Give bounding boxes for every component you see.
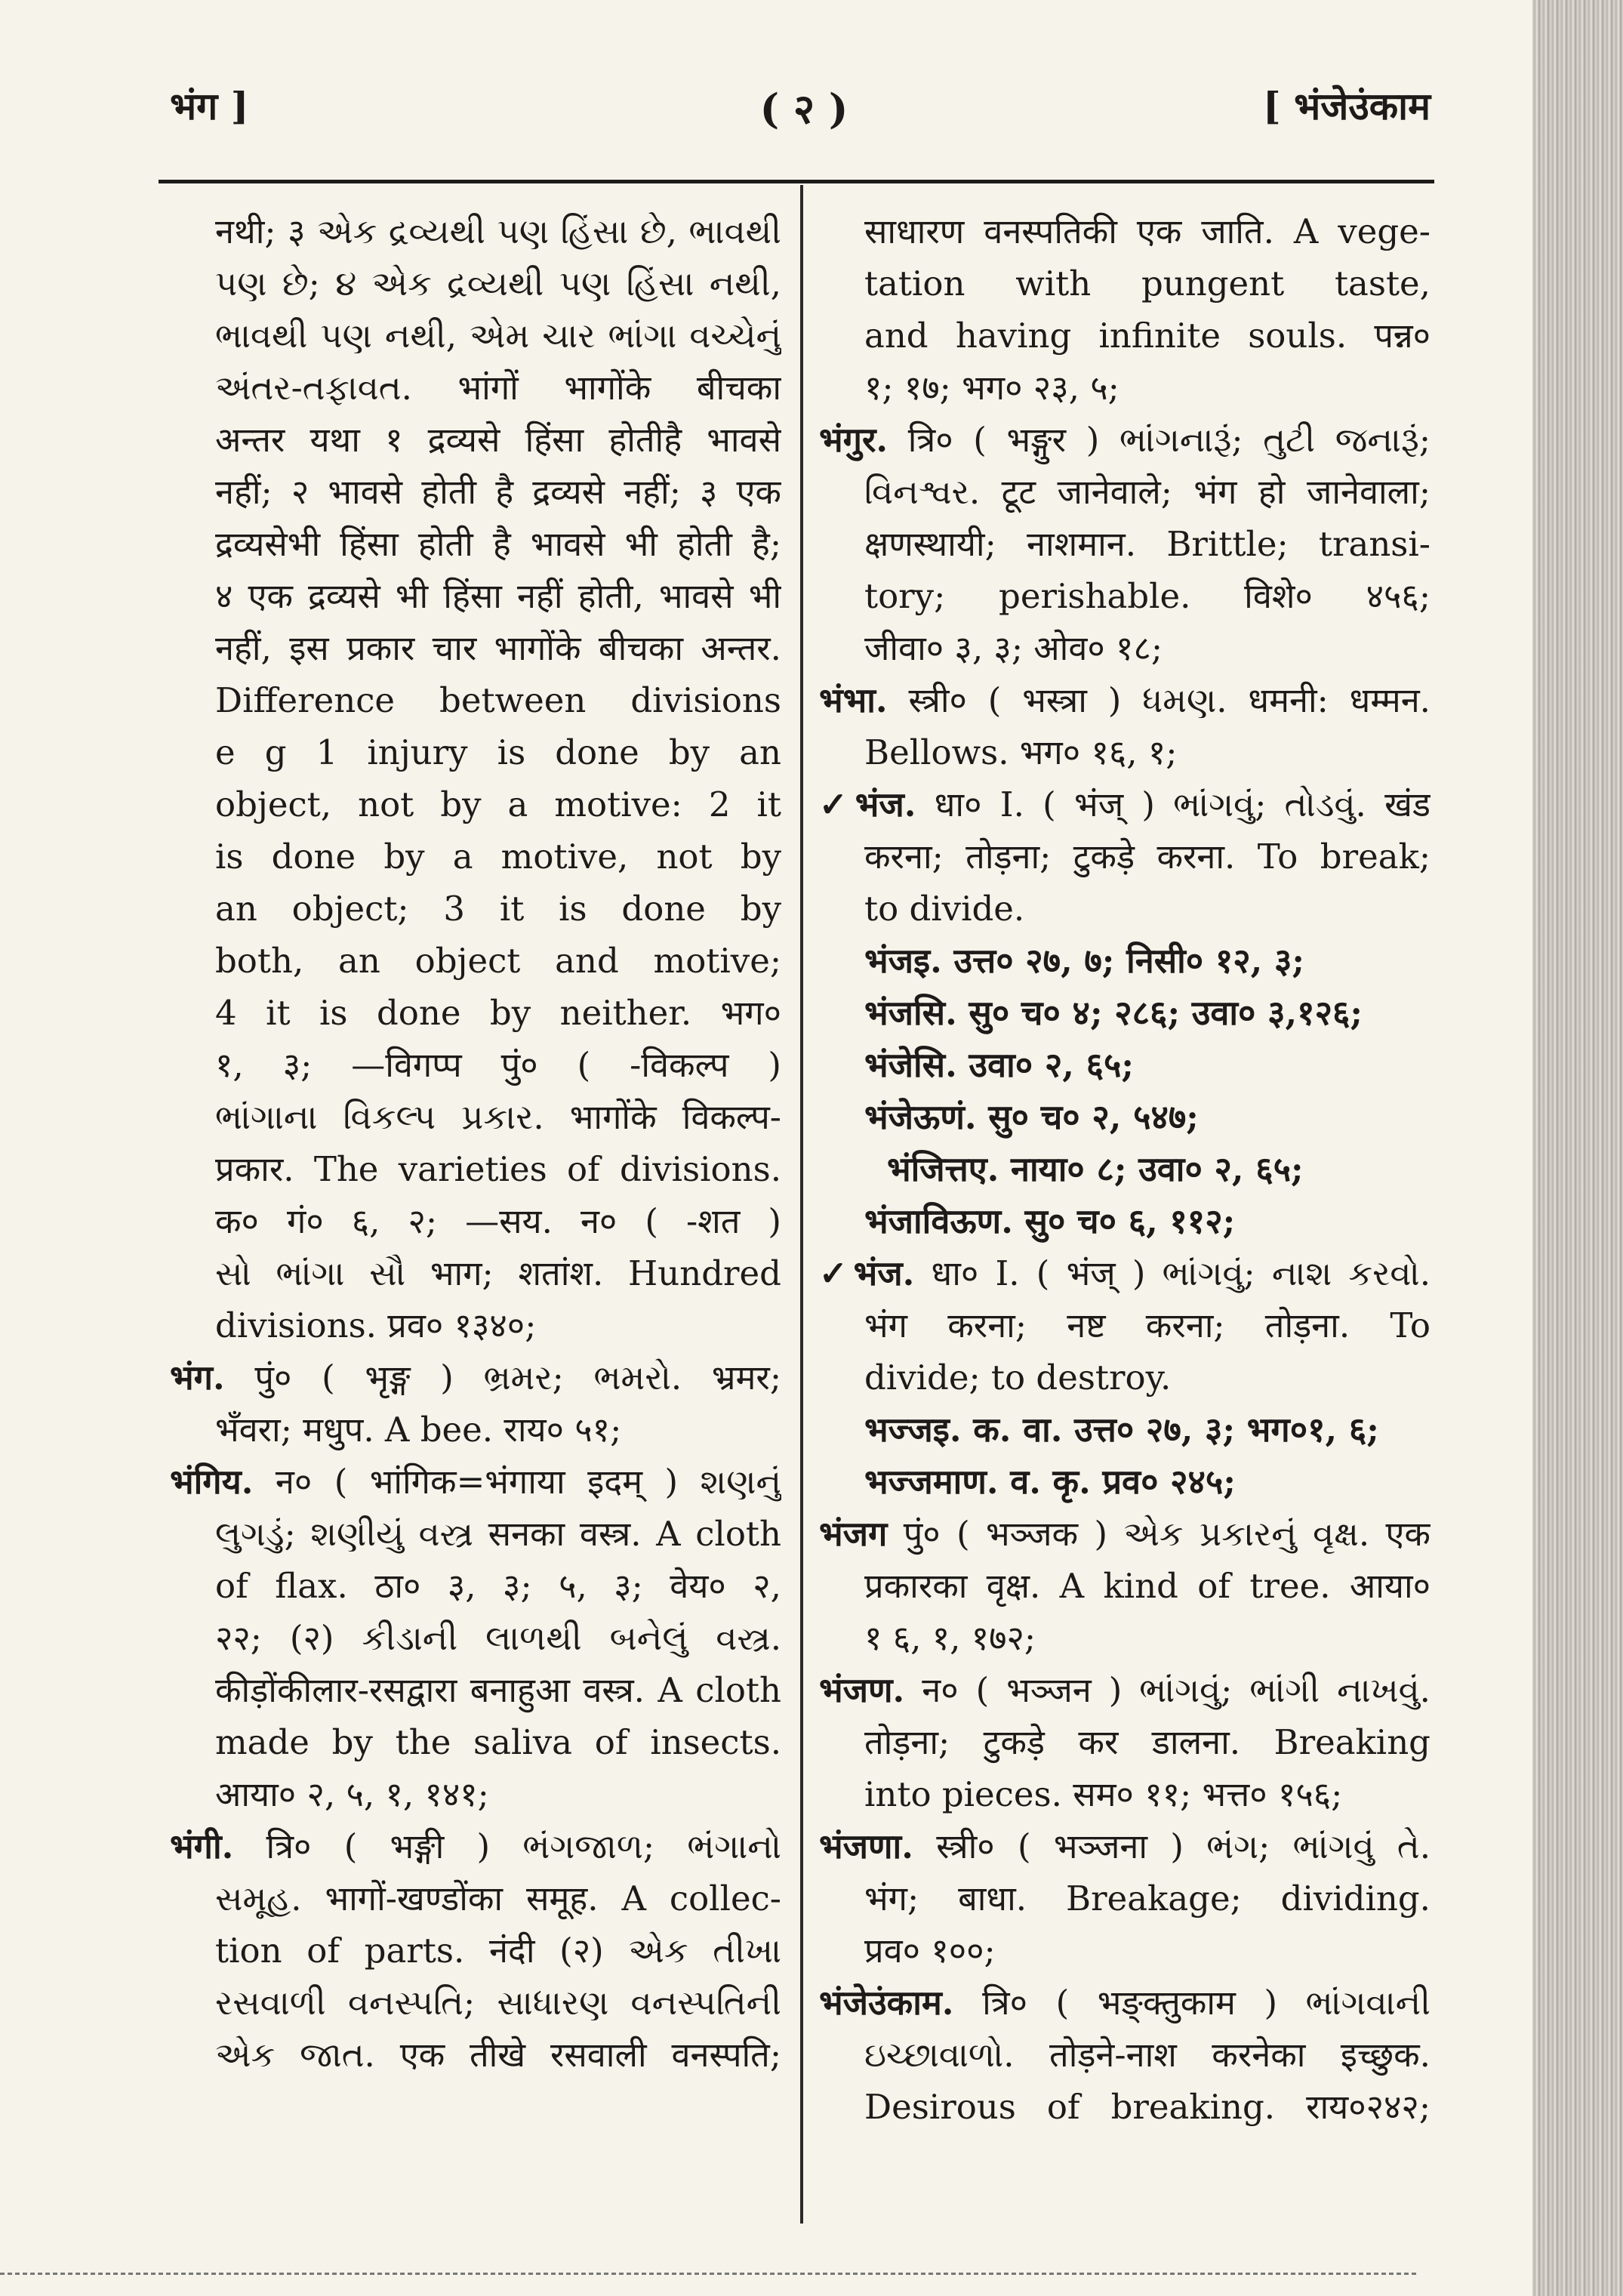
text-line: भंजेसि. उवा० २, ६५;	[864, 1045, 1134, 1085]
text-line: प्रकार. The varieties of divisions.	[215, 1149, 781, 1189]
text-line: भज्जमाण. व. कृ. प्रव० २४५;	[864, 1462, 1236, 1502]
text-line: સો ભાંગા સૌ भाग; शतांश. Hundred	[215, 1253, 781, 1293]
text-line: both, an object and motive;	[215, 941, 781, 981]
entry-headword-line: भंभा. स्त्री० ( भस्त्रा ) ધમણ. धमनी: धम्मन.	[819, 680, 1431, 720]
text-line: भज्जइ. क. वा. उत्त० २७, ३; भग०१, ६;	[864, 1410, 1379, 1450]
text-line: भंजइ. उत्त० २७, ७; निसी० १२, ३;	[864, 941, 1305, 981]
text-line: પણ છે; ૪ એક દ્રવ્યથી પણ હિંસા નથી,	[215, 264, 781, 304]
footer-rule	[0, 2273, 1419, 2275]
text-line: क० गं० ६, २; —सय. न० ( -शत )	[215, 1201, 781, 1241]
entry-headword-line: भंजेउंकाम. त्रि० ( भङ्क्तुकाम ) ભાંગવાની	[819, 1983, 1431, 2023]
column-divider	[800, 185, 803, 2224]
text-line: करना; तोड़ना; टुकड़े करना. To break;	[864, 837, 1431, 877]
text-line: to divide.	[864, 889, 1025, 929]
page-header	[170, 79, 1431, 140]
text-line: Desirous of breaking. राय०२४२;	[864, 2087, 1431, 2127]
text-line: ४ एक द्रव्यसे भी हिंसा नहीं होती, भावसे भी	[215, 576, 781, 616]
text-line: અંતર-તફાવત. भांगों भागोंके बीचका	[215, 368, 781, 408]
page-number: ( २ )	[759, 85, 848, 133]
header-rule	[159, 180, 1434, 183]
entry-headword-line: भंगिय. न० ( भांगिक=भंगाया इदम् ) શણનું	[170, 1462, 781, 1502]
text-line: अन्तर यथा १ द्रव्यसे हिंसा होतीहै भावसे	[215, 420, 781, 460]
text-line: १, ३; —विगप्प पुं० ( -विकल्प )	[215, 1045, 781, 1085]
headword: ✓भंज.	[819, 784, 916, 824]
text-line: e g 1 injury is done by an	[215, 732, 781, 772]
text-line: Bellows. भग० १६, १;	[864, 732, 1178, 772]
text-line: भँवरा; मधुप. A bee. राय० ५१;	[215, 1410, 622, 1450]
text-line: Difference between divisions	[215, 680, 781, 720]
text-line: भंग; बाधा. Breakage; dividing.	[864, 1878, 1431, 1918]
text-line: जीवा० ३, ३; ओव० १८;	[864, 628, 1163, 668]
entry-headword-line: भंजणा. स्त्री० ( भञ्जना ) ભંગ; ભાંગવું તે.	[819, 1826, 1431, 1866]
left-column	[170, 205, 781, 2081]
text-line: प्रव० १००;	[864, 1931, 996, 1971]
text-line: is done by a motive, not by	[215, 837, 781, 877]
text-line: ભાવથી પણ નથી, એમ ચાર ભાંગા વચ્ચેનું	[215, 316, 781, 356]
text-line: भंजेऊणं. सु० च० २, ५४७;	[864, 1097, 1199, 1137]
text-line: क्षणस्थायी; नाशमान. Brittle; transi-	[864, 524, 1431, 564]
headword: भंगुर.	[819, 420, 888, 460]
headword: भंभा.	[819, 680, 888, 720]
text-line: divisions. प्रव० १३४०;	[215, 1305, 537, 1345]
entry-headword-line: भंगुर. त्रि० ( भङ्गुर ) ભાંગનારૂં; તુટી જનારૂં;	[819, 420, 1431, 460]
text-line: એક જાત. एक तीखे रसवाली वनस्पति;	[215, 2035, 781, 2075]
text-line: प्रकारका वृक्ष. A kind of tree. आया०	[864, 1566, 1431, 1606]
headword: भंग.	[170, 1358, 225, 1398]
text-line: 4 it is done by neither. भग०	[215, 993, 781, 1033]
text-line: कीड़ोंकीलार-रसद्वारा बनाहुआ वस्त्र. A cloth	[215, 1670, 781, 1710]
headword: भंगी.	[170, 1826, 234, 1866]
headword: ✓भंज.	[819, 1253, 915, 1293]
text-line: object, not by a motive: 2 it	[215, 784, 781, 824]
text-line: तोड़ना; टुकड़े कर डालना. Breaking	[864, 1722, 1431, 1762]
headword: भंगिय.	[170, 1462, 254, 1502]
entry-headword-line: भंजग पुं० ( भञ्जक ) એક પ્રકારનું વૃક્ષ. एक	[819, 1514, 1431, 1554]
entry-headword-line: ✓भंज. धा० I. ( भंज् ) ભાંગવું; તોડવું. खंड	[819, 784, 1431, 824]
entry-headword-line: भंग. पुं० ( भृङ्ग ) ભ્રમર; ભમરો. भ्रमर;	[170, 1358, 781, 1398]
text-line: नथी; ३ એક દ્રવ્યથી પણ હિંસા છે, ભાવથી	[215, 211, 781, 251]
entry-headword-line: भंगी. त्रि० ( भङ्गी ) ભંગજાળ; ભંગાનો	[170, 1826, 781, 1866]
text-line: tory; perishable. विशे० ४५६;	[864, 576, 1431, 616]
text-line: १ ६, १, १७२;	[864, 1618, 1036, 1658]
text-line: साधारण वनस्पतिकी एक जाति. A vege-	[864, 211, 1431, 251]
text-line: ઇચ્છાવાળો. तोड़ने-नाश करनेका इच्छुक.	[864, 2035, 1431, 2075]
text-line: द्रव्यसेभी हिंसा होती है भावसे भी होती है;	[215, 524, 781, 564]
text-line: भंजित्तए. नाया० ८; उवा० २, ६५;	[887, 1149, 1304, 1189]
text-line: વિનશ્વર. टूट जानेवाले; भंग हो जानेवाला;	[864, 472, 1431, 512]
text-line: made by the saliva of insects.	[215, 1722, 781, 1762]
text-line: आया० २, ५, १, १४१;	[215, 1774, 489, 1814]
headword: भंजग	[819, 1514, 888, 1554]
text-line: લુગડું; શણીયું વસ્ત્ર सनका वस्त्र. A cloth	[215, 1514, 781, 1554]
text-line: १; १७; भग० २३, ५;	[864, 368, 1119, 408]
text-line: भंजाविऊण. सु० च० ६, ११२;	[864, 1201, 1236, 1241]
text-line: of flax. ठा० ३, ३; ५, ३; वेय० २,	[215, 1566, 781, 1606]
text-line: २२; (२) કીડાની લાળથી બનેલું વસ્ત્ર.	[215, 1618, 781, 1658]
header-left-guideword: भंग ]	[170, 84, 249, 128]
text-line: into pieces. सम० ११; भत्त० १५६;	[864, 1774, 1343, 1814]
text-line: and having infinite souls. पन्न०	[864, 316, 1431, 356]
text-line: divide; to destroy.	[864, 1358, 1172, 1398]
text-line: tation with pungent taste,	[864, 264, 1431, 304]
page-edge-shadow	[1532, 0, 1623, 2296]
entry-headword-line: भंजण. न० ( भञ्जन ) ભાંગવું; ભાંગી નાખવું.	[819, 1670, 1431, 1710]
text-line: नहीं, इस प्रकार चार भागोंके बीचका अन्तर.	[215, 628, 781, 668]
text-line: ભાંગાના વિકલ્પ પ્રકાર. भागोंके विकल्प-	[215, 1097, 781, 1137]
text-line: नहीं; २ भावसे होती है द्रव्यसे नहीं; ३ एक	[215, 472, 781, 512]
text-line: tion of parts. नंदी (२) એક તીખા	[215, 1931, 781, 1971]
entry-headword-line: ✓भंज. धा० I. ( भंज् ) ભાંગવું; નાશ કરવો.	[819, 1253, 1431, 1293]
header-right-guideword: [ भंजेउंकाम	[1263, 84, 1431, 128]
text-line: भंजसि. सु० च० ४; २८६; उवा० ३,१२६;	[864, 993, 1363, 1033]
text-line: રસવાળી વનસ્પતિ; સાધારણ વનસ્પતિની	[215, 1983, 781, 2023]
text-line: સમૂહ. भागों-खण्डोंका समूह. A collec-	[215, 1878, 781, 1918]
right-column	[819, 205, 1431, 2133]
text-line: भंग करना; नष्ट करना; तोड़ना. To	[864, 1305, 1431, 1345]
headword: भंजेउंकाम.	[819, 1983, 954, 2023]
headword: भंजणा.	[819, 1826, 913, 1866]
text-line: an object; 3 it is done by	[215, 889, 781, 929]
headword: भंजण.	[819, 1670, 905, 1710]
